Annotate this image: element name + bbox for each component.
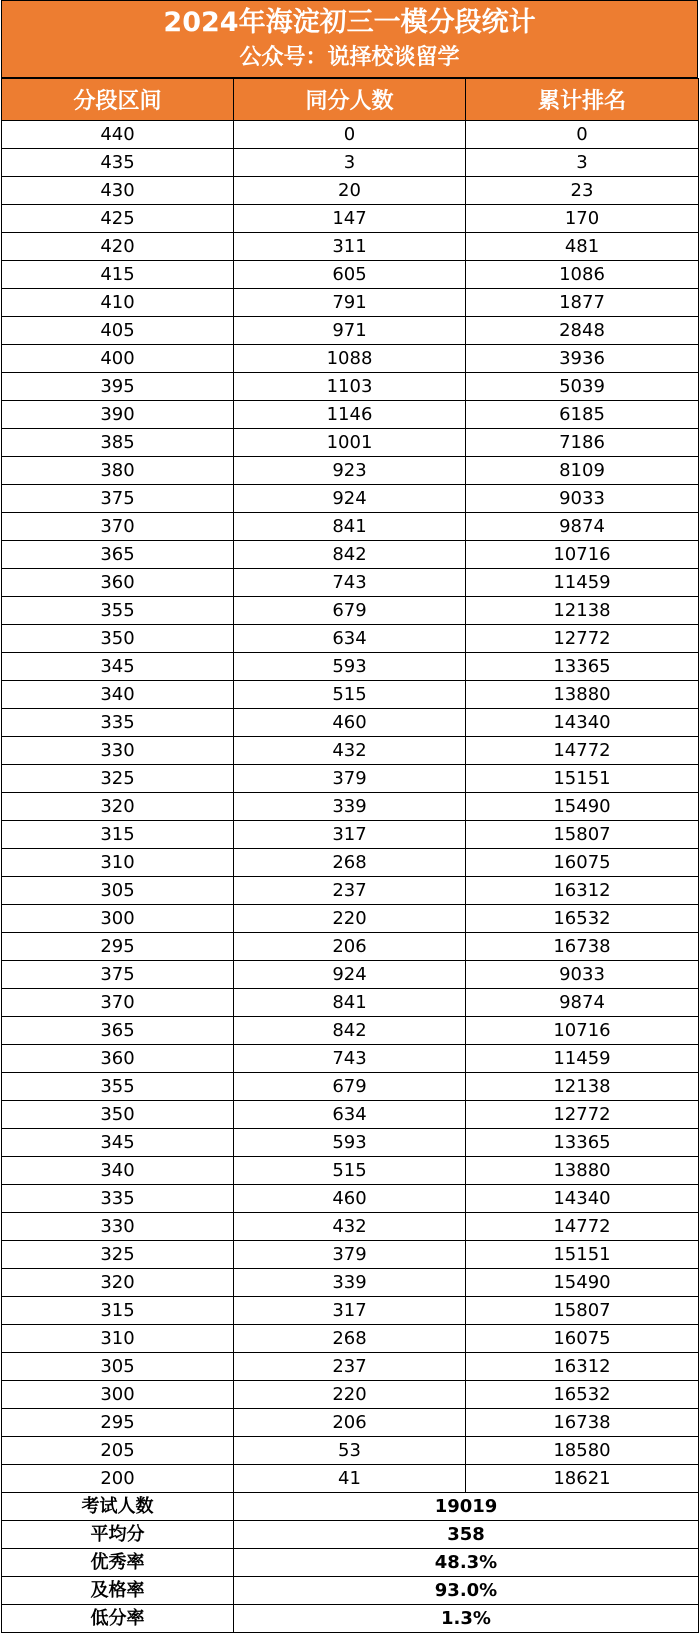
score-sheet: [1, 0, 698, 1633]
cell-score-range: 430: [2, 177, 234, 205]
table-row: [2, 485, 699, 513]
cell-cumulative-rank: 9874: [466, 513, 699, 541]
table-row: [2, 289, 699, 317]
cell-same-score-count: 1001: [234, 429, 466, 457]
table-row: [2, 765, 699, 793]
cell-cumulative-rank: 170: [466, 205, 699, 233]
cell-same-score-count: 515: [234, 681, 466, 709]
cell-score-range: 335: [2, 709, 234, 737]
cell-score-range: 410: [2, 289, 234, 317]
cell-score-range: 405: [2, 317, 234, 345]
summary-section: [2, 1493, 699, 1633]
table-row: [2, 345, 699, 373]
cell-score-range: 370: [2, 513, 234, 541]
score-table: [1, 78, 699, 1633]
table-row: [2, 401, 699, 429]
cell-cumulative-rank: 12138: [466, 1073, 699, 1101]
cell-score-range: 345: [2, 1129, 234, 1157]
cell-cumulative-rank: 16738: [466, 933, 699, 961]
table-row: [2, 1045, 699, 1073]
table-row: [2, 1353, 699, 1381]
cell-same-score-count: 432: [234, 1213, 466, 1241]
cell-same-score-count: 20: [234, 177, 466, 205]
cell-score-range: 425: [2, 205, 234, 233]
table-row: [2, 905, 699, 933]
cell-same-score-count: 432: [234, 737, 466, 765]
cell-score-range: 350: [2, 625, 234, 653]
cell-cumulative-rank: 18580: [466, 1437, 699, 1465]
cell-score-range: 365: [2, 541, 234, 569]
cell-cumulative-rank: 15151: [466, 1241, 699, 1269]
cell-cumulative-rank: 14772: [466, 1213, 699, 1241]
cell-cumulative-rank: 12772: [466, 1101, 699, 1129]
cell-score-range: 305: [2, 877, 234, 905]
cell-score-range: 200: [2, 1465, 234, 1493]
summary-label: 及格率: [2, 1577, 234, 1605]
cell-score-range: 320: [2, 793, 234, 821]
cell-score-range: 315: [2, 1297, 234, 1325]
table-row: [2, 877, 699, 905]
table-row: [2, 1213, 699, 1241]
cell-score-range: 340: [2, 1157, 234, 1185]
cell-same-score-count: 311: [234, 233, 466, 261]
cell-cumulative-rank: 16532: [466, 1381, 699, 1409]
cell-score-range: 315: [2, 821, 234, 849]
cell-cumulative-rank: 16738: [466, 1409, 699, 1437]
table-row: [2, 1101, 699, 1129]
cell-cumulative-rank: 2848: [466, 317, 699, 345]
summary-value: 93.0%: [234, 1577, 699, 1605]
table-row: [2, 1297, 699, 1325]
cell-cumulative-rank: 15807: [466, 1297, 699, 1325]
cell-same-score-count: 339: [234, 1269, 466, 1297]
cell-score-range: 420: [2, 233, 234, 261]
cell-cumulative-rank: 11459: [466, 569, 699, 597]
cell-same-score-count: 237: [234, 877, 466, 905]
table-row: [2, 317, 699, 345]
cell-cumulative-rank: 9033: [466, 961, 699, 989]
table-row: [2, 681, 699, 709]
cell-same-score-count: 679: [234, 1073, 466, 1101]
cell-same-score-count: 634: [234, 625, 466, 653]
table-row: [2, 1073, 699, 1101]
cell-score-range: 415: [2, 261, 234, 289]
cell-same-score-count: 147: [234, 205, 466, 233]
cell-same-score-count: 317: [234, 1297, 466, 1325]
cell-same-score-count: 923: [234, 457, 466, 485]
cell-cumulative-rank: 15807: [466, 821, 699, 849]
cell-cumulative-rank: 13365: [466, 1129, 699, 1157]
cell-same-score-count: 3: [234, 149, 466, 177]
cell-score-range: 350: [2, 1101, 234, 1129]
cell-score-range: 310: [2, 1325, 234, 1353]
table-body: [2, 121, 699, 1493]
summary-row: [2, 1521, 699, 1549]
column-header-rank: 累计排名: [466, 79, 699, 121]
cell-same-score-count: 971: [234, 317, 466, 345]
cell-score-range: 360: [2, 569, 234, 597]
cell-same-score-count: 268: [234, 849, 466, 877]
table-row: [2, 569, 699, 597]
cell-cumulative-rank: 12772: [466, 625, 699, 653]
table-row: [2, 1465, 699, 1493]
cell-same-score-count: 0: [234, 121, 466, 149]
cell-same-score-count: 1103: [234, 373, 466, 401]
cell-score-range: 340: [2, 681, 234, 709]
cell-same-score-count: 842: [234, 541, 466, 569]
cell-same-score-count: 206: [234, 1409, 466, 1437]
summary-row: [2, 1605, 699, 1633]
table-row: [2, 625, 699, 653]
table-row: [2, 821, 699, 849]
cell-score-range: 345: [2, 653, 234, 681]
cell-cumulative-rank: 14340: [466, 1185, 699, 1213]
summary-row: [2, 1577, 699, 1605]
cell-same-score-count: 220: [234, 1381, 466, 1409]
page-subtitle: 公众号：说择校谈留学: [239, 45, 460, 70]
cell-cumulative-rank: 23: [466, 177, 699, 205]
cell-same-score-count: 41: [234, 1465, 466, 1493]
cell-cumulative-rank: 14340: [466, 709, 699, 737]
cell-same-score-count: 379: [234, 1241, 466, 1269]
cell-cumulative-rank: 13365: [466, 653, 699, 681]
cell-same-score-count: 841: [234, 989, 466, 1017]
cell-same-score-count: 1146: [234, 401, 466, 429]
cell-score-range: 435: [2, 149, 234, 177]
cell-score-range: 325: [2, 765, 234, 793]
table-row: [2, 429, 699, 457]
table-row: [2, 177, 699, 205]
cell-same-score-count: 842: [234, 1017, 466, 1045]
cell-cumulative-rank: 3: [466, 149, 699, 177]
cell-score-range: 295: [2, 933, 234, 961]
table-row: [2, 513, 699, 541]
cell-cumulative-rank: 18621: [466, 1465, 699, 1493]
page-title: 2024年海淀初三一模分段统计: [163, 7, 536, 38]
cell-score-range: 330: [2, 737, 234, 765]
table-row: [2, 1409, 699, 1437]
table-row: [2, 933, 699, 961]
cell-same-score-count: 379: [234, 765, 466, 793]
table-row: [2, 1437, 699, 1465]
cell-cumulative-rank: 10716: [466, 1017, 699, 1045]
cell-same-score-count: 593: [234, 653, 466, 681]
cell-score-range: 380: [2, 457, 234, 485]
cell-cumulative-rank: 1086: [466, 261, 699, 289]
table-row: [2, 793, 699, 821]
cell-score-range: 300: [2, 905, 234, 933]
summary-value: 1.3%: [234, 1605, 699, 1633]
table-row: [2, 849, 699, 877]
table-row: [2, 373, 699, 401]
table-row: [2, 597, 699, 625]
summary-row: [2, 1493, 699, 1521]
cell-cumulative-rank: 9033: [466, 485, 699, 513]
cell-cumulative-rank: 10716: [466, 541, 699, 569]
table-row: [2, 1241, 699, 1269]
summary-label: 平均分: [2, 1521, 234, 1549]
cell-score-range: 385: [2, 429, 234, 457]
cell-cumulative-rank: 12138: [466, 597, 699, 625]
cell-cumulative-rank: 11459: [466, 1045, 699, 1073]
cell-same-score-count: 634: [234, 1101, 466, 1129]
column-header-range: 分段区间: [2, 79, 234, 121]
cell-same-score-count: 1088: [234, 345, 466, 373]
cell-cumulative-rank: 16075: [466, 849, 699, 877]
header-row: [2, 79, 699, 121]
cell-score-range: 335: [2, 1185, 234, 1213]
cell-same-score-count: 339: [234, 793, 466, 821]
cell-cumulative-rank: 16312: [466, 1353, 699, 1381]
table-row: [2, 1381, 699, 1409]
table-row: [2, 737, 699, 765]
summary-value: 19019: [234, 1493, 699, 1521]
cell-cumulative-rank: 9874: [466, 989, 699, 1017]
table-row: [2, 205, 699, 233]
cell-score-range: 365: [2, 1017, 234, 1045]
table-row: [2, 457, 699, 485]
cell-same-score-count: 53: [234, 1437, 466, 1465]
cell-score-range: 205: [2, 1437, 234, 1465]
cell-score-range: 300: [2, 1381, 234, 1409]
table-row: [2, 261, 699, 289]
cell-score-range: 295: [2, 1409, 234, 1437]
table-row: [2, 149, 699, 177]
cell-score-range: 375: [2, 961, 234, 989]
title-banner: [1, 0, 698, 78]
cell-same-score-count: 791: [234, 289, 466, 317]
cell-score-range: 355: [2, 597, 234, 625]
table-row: [2, 653, 699, 681]
cell-score-range: 330: [2, 1213, 234, 1241]
cell-same-score-count: 237: [234, 1353, 466, 1381]
table-row: [2, 1157, 699, 1185]
cell-cumulative-rank: 3936: [466, 345, 699, 373]
cell-cumulative-rank: 16075: [466, 1325, 699, 1353]
cell-same-score-count: 220: [234, 905, 466, 933]
summary-value: 358: [234, 1521, 699, 1549]
cell-cumulative-rank: 13880: [466, 681, 699, 709]
cell-score-range: 325: [2, 1241, 234, 1269]
cell-cumulative-rank: 6185: [466, 401, 699, 429]
cell-cumulative-rank: 7186: [466, 429, 699, 457]
cell-cumulative-rank: 8109: [466, 457, 699, 485]
cell-same-score-count: 593: [234, 1129, 466, 1157]
cell-cumulative-rank: 15151: [466, 765, 699, 793]
cell-cumulative-rank: 15490: [466, 1269, 699, 1297]
summary-row: [2, 1549, 699, 1577]
cell-same-score-count: 317: [234, 821, 466, 849]
cell-same-score-count: 460: [234, 709, 466, 737]
cell-score-range: 390: [2, 401, 234, 429]
cell-same-score-count: 841: [234, 513, 466, 541]
column-header-count: 同分人数: [234, 79, 466, 121]
cell-same-score-count: 679: [234, 597, 466, 625]
cell-cumulative-rank: 481: [466, 233, 699, 261]
cell-score-range: 310: [2, 849, 234, 877]
cell-same-score-count: 924: [234, 961, 466, 989]
table-row: [2, 1269, 699, 1297]
cell-cumulative-rank: 13880: [466, 1157, 699, 1185]
table-row: [2, 1185, 699, 1213]
summary-label: 低分率: [2, 1605, 234, 1633]
summary-label: 优秀率: [2, 1549, 234, 1577]
cell-score-range: 305: [2, 1353, 234, 1381]
cell-same-score-count: 743: [234, 569, 466, 597]
cell-same-score-count: 924: [234, 485, 466, 513]
cell-cumulative-rank: 16312: [466, 877, 699, 905]
cell-score-range: 395: [2, 373, 234, 401]
cell-score-range: 355: [2, 1073, 234, 1101]
table-row: [2, 1129, 699, 1157]
cell-score-range: 360: [2, 1045, 234, 1073]
cell-cumulative-rank: 5039: [466, 373, 699, 401]
cell-score-range: 440: [2, 121, 234, 149]
table-row: [2, 1017, 699, 1045]
cell-same-score-count: 515: [234, 1157, 466, 1185]
cell-same-score-count: 460: [234, 1185, 466, 1213]
cell-score-range: 320: [2, 1269, 234, 1297]
cell-score-range: 375: [2, 485, 234, 513]
table-row: [2, 709, 699, 737]
table-row: [2, 1325, 699, 1353]
cell-same-score-count: 605: [234, 261, 466, 289]
cell-same-score-count: 268: [234, 1325, 466, 1353]
cell-score-range: 370: [2, 989, 234, 1017]
cell-same-score-count: 206: [234, 933, 466, 961]
cell-cumulative-rank: 14772: [466, 737, 699, 765]
cell-cumulative-rank: 1877: [466, 289, 699, 317]
cell-cumulative-rank: 16532: [466, 905, 699, 933]
cell-same-score-count: 743: [234, 1045, 466, 1073]
cell-score-range: 400: [2, 345, 234, 373]
table-row: [2, 989, 699, 1017]
summary-value: 48.3%: [234, 1549, 699, 1577]
table-row: [2, 233, 699, 261]
summary-label: 考试人数: [2, 1493, 234, 1521]
cell-cumulative-rank: 15490: [466, 793, 699, 821]
table-row: [2, 541, 699, 569]
table-row: [2, 121, 699, 149]
table-row: [2, 961, 699, 989]
cell-cumulative-rank: 0: [466, 121, 699, 149]
